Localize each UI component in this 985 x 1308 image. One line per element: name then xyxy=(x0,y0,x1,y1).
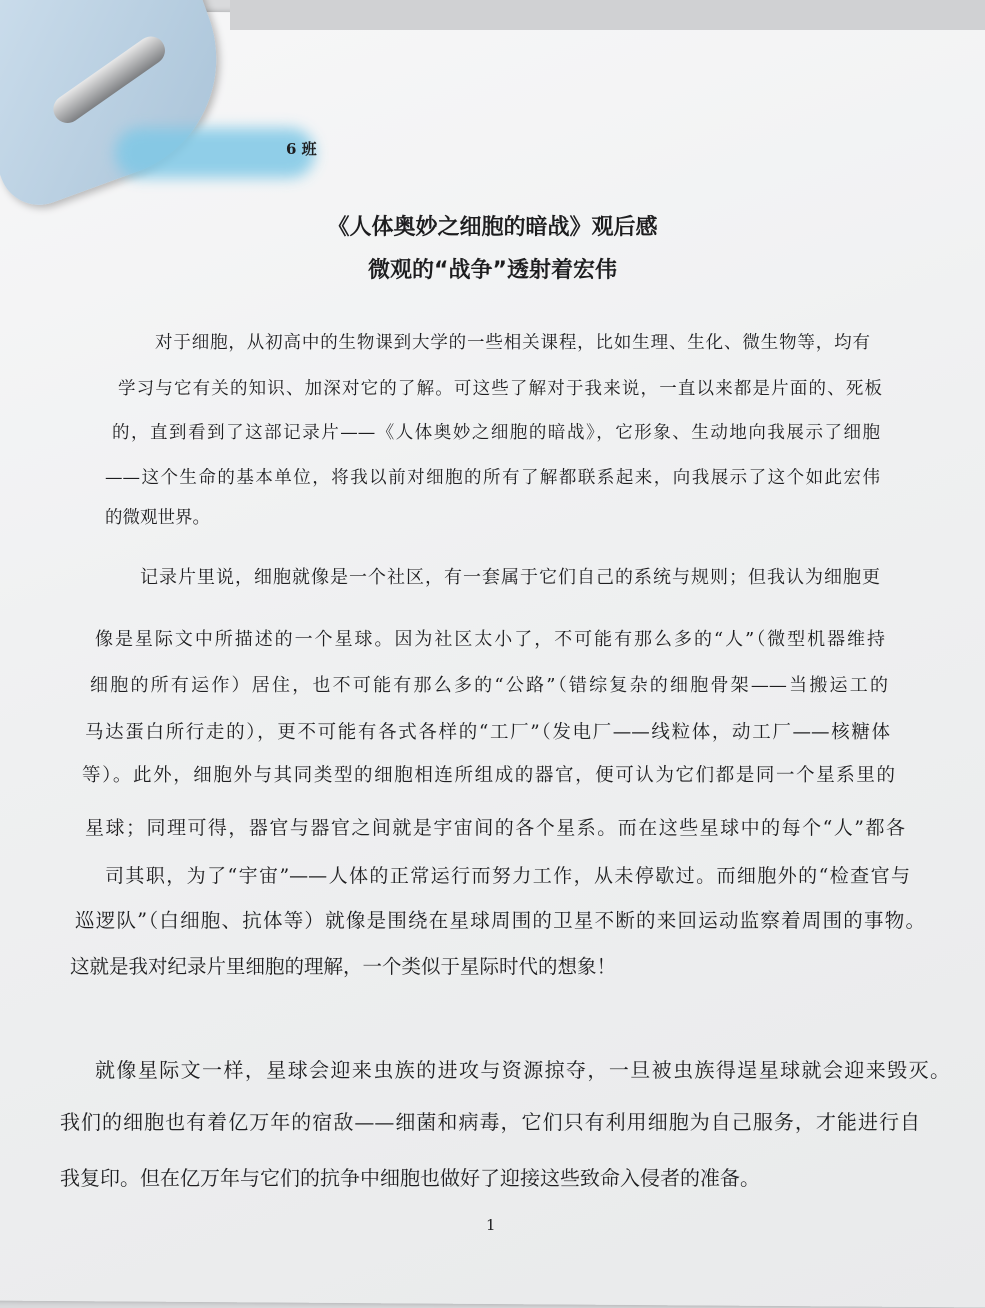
paragraph-line: 的微观世界。 xyxy=(105,508,210,528)
paragraph-line: 对于细胞，从初高中的生物课到大学的一些相关课程，比如生理、生化、微生物等，均有 xyxy=(155,333,870,353)
paragraph-line: 司其职，为了“宇宙”——人体的正常运行而努力工作，从未停歇过。而细胞外的“检查官与 xyxy=(105,865,910,887)
document-title: 《人体奥妙之细胞的暗战》观后感 xyxy=(327,215,658,240)
page-number: 1 xyxy=(486,1216,496,1234)
desk-edge xyxy=(230,0,985,30)
paragraph-line: 我复印。但在亿万年与它们的抗争中细胞也做好了迎接这些致命入侵者的准备。 xyxy=(60,1166,760,1190)
paragraph-line: 学习与它有关的知识、加深对它的了解。可这些了解对于我来说，一直以来都是片面的、死板 xyxy=(118,379,882,399)
document-subtitle: 微观的“战争”透射着宏伟 xyxy=(368,258,617,283)
stapler-metal xyxy=(48,31,171,129)
paragraph-line: 我们的细胞也有着亿万年的宿敌——细菌和病毒，它们只有利用细胞为自己服务，才能进行自 xyxy=(60,1110,920,1134)
paragraph-line: 细胞的所有运作）居住，也不可能有那么多的“公路”（错综复杂的细胞骨架——当搬运工的 xyxy=(90,675,888,696)
paragraph-line: 巡逻队”（白细胞、抗体等）就像是围绕在星球周围的卫星不断的来回运动监察着周围的事物。 xyxy=(75,909,925,932)
paragraph-line: 等）。此外，细胞外与其同类型的细胞相连所组成的器官，便可认为它们都是同一个星系里的 xyxy=(82,765,895,786)
paragraph-line: 这就是我对纪录片里细胞的理解，一个类似于星际时代的想象！ xyxy=(70,955,617,978)
paragraph-line: 像是星际文中所描述的一个星球。因为社区太小了，不可能有那么多的“人”（微型机器维持 xyxy=(95,629,885,650)
paragraph-line: 记录片里说，细胞就像是一个社区，有一套属于它们自己的系统与规则；但我认为细胞更 xyxy=(140,567,880,588)
paragraph-line: ——这个生命的基本单位，将我以前对细胞的所有了解都联系起来，向我展示了这个如此宏伟 xyxy=(105,468,880,488)
class-label: 6 班 xyxy=(286,140,317,158)
paragraph-line: 就像星际文一样，星球会迎来虫族的进攻与资源掠夺，一旦被虫族得逞星球就会迎来毁灭。 xyxy=(95,1058,950,1082)
redacted-name xyxy=(115,128,315,178)
paragraph-line: 马达蛋白所行走的），更不可能有各式各样的“工厂”（发电厂——线粒体，动工厂——核糖体 xyxy=(85,722,890,743)
paragraph-line: 的，直到看到了这部记录片——《人体奥妙之细胞的暗战》，它形象、生动地向我展示了细胞 xyxy=(112,423,880,443)
paragraph-line: 星球；同理可得，器官与器官之间就是宇宙间的各个星系。而在这些星球中的每个“人”都各 xyxy=(85,817,905,839)
